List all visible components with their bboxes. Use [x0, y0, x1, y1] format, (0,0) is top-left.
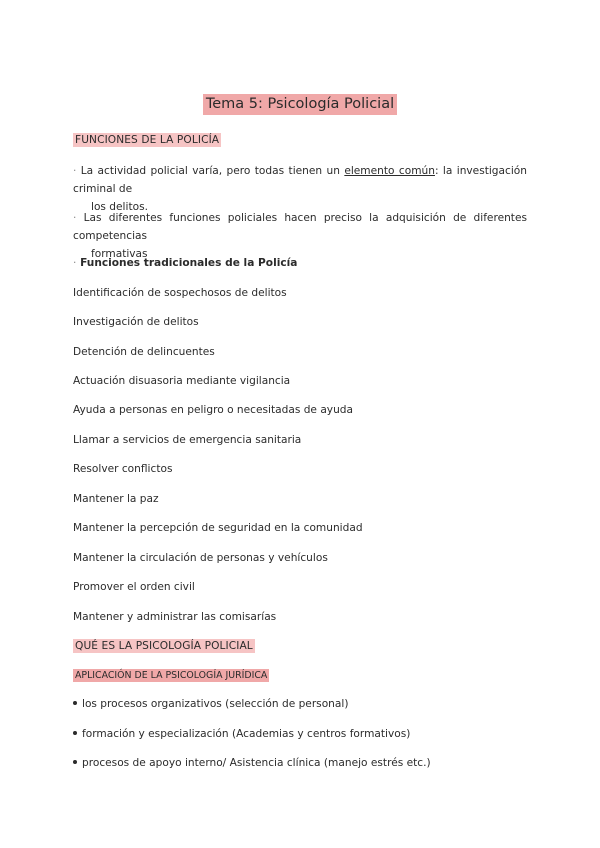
- bullet-item: [73, 698, 348, 710]
- paragraph-actividad: [73, 162, 527, 216]
- subheading-aplicacion: [73, 670, 269, 681]
- section-heading-text: FUNCIONES DE LA POLICÍA: [75, 134, 220, 146]
- paragraph-continuation: los delitos.: [91, 201, 148, 213]
- list-item: Actuación disuasoria mediante vigilancia: [73, 375, 291, 387]
- page-title: [0, 96, 600, 112]
- bullet-text: los procesos organizativos (selección de personal): [82, 698, 349, 710]
- bullet-icon: [73, 701, 77, 705]
- list-item: Mantener y administrar las comisarías: [73, 611, 277, 623]
- traditional-functions-heading: [73, 257, 297, 269]
- list-item: Mantener la paz: [73, 493, 159, 505]
- list-item: Ayuda a personas en peligro o necesitadas de ayuda: [73, 404, 354, 416]
- list-item: Identificación de sospechosos de delitos: [73, 287, 287, 299]
- section-heading-funciones: [73, 134, 221, 146]
- bullet-icon: [73, 760, 77, 764]
- bullet-text: procesos de apoyo interno/ Asistencia clínica (manejo estrés etc.): [82, 757, 431, 769]
- bullet-text: formación y especialización (Academias y centros formativos): [82, 728, 411, 740]
- paragraph-text-after: : la investigación criminal de: [73, 165, 527, 195]
- subheading-text: APLICACIÓN DE LA PSICOLOGÍA JURÍDICA: [75, 670, 268, 681]
- section-heading-text: QUÉ ES LA PSICOLOGÍA POLICIAL: [75, 640, 253, 652]
- paragraph-funciones: [73, 209, 527, 263]
- paragraph-marker: ·: [73, 165, 77, 177]
- list-item: Promover el orden civil: [73, 581, 195, 593]
- list-item: Resolver conflictos: [73, 463, 173, 475]
- paragraph-text: Las diferentes funciones policiales hacen preciso la adquisición de diferentes competencias: [73, 212, 527, 242]
- list-item: Mantener la circulación de personas y vehículos: [73, 552, 328, 564]
- bullet-item: [73, 757, 431, 769]
- traditional-functions-text: Funciones tradicionales de la Policía: [76, 257, 298, 269]
- list-item: Detención de delincuentes: [73, 346, 215, 358]
- list-item: Investigación de delitos: [73, 316, 199, 328]
- paragraph-marker: ·: [73, 212, 77, 224]
- bullet-icon: [73, 731, 77, 735]
- paragraph-continuation: formativas: [91, 248, 148, 260]
- heading-marker: ·: [73, 257, 77, 269]
- section-heading-psicologia: [73, 640, 255, 652]
- paragraph-text-before: La actividad policial varía, pero todas tienen un: [76, 165, 345, 177]
- bullet-item: [73, 728, 410, 740]
- page-title-text: Tema 5: Psicología Policial: [203, 94, 397, 115]
- list-item: Llamar a servicios de emergencia sanitaria: [73, 434, 302, 446]
- underlined-term: elemento común: [344, 165, 435, 177]
- list-item: Mantener la percepción de seguridad en la comunidad: [73, 522, 363, 534]
